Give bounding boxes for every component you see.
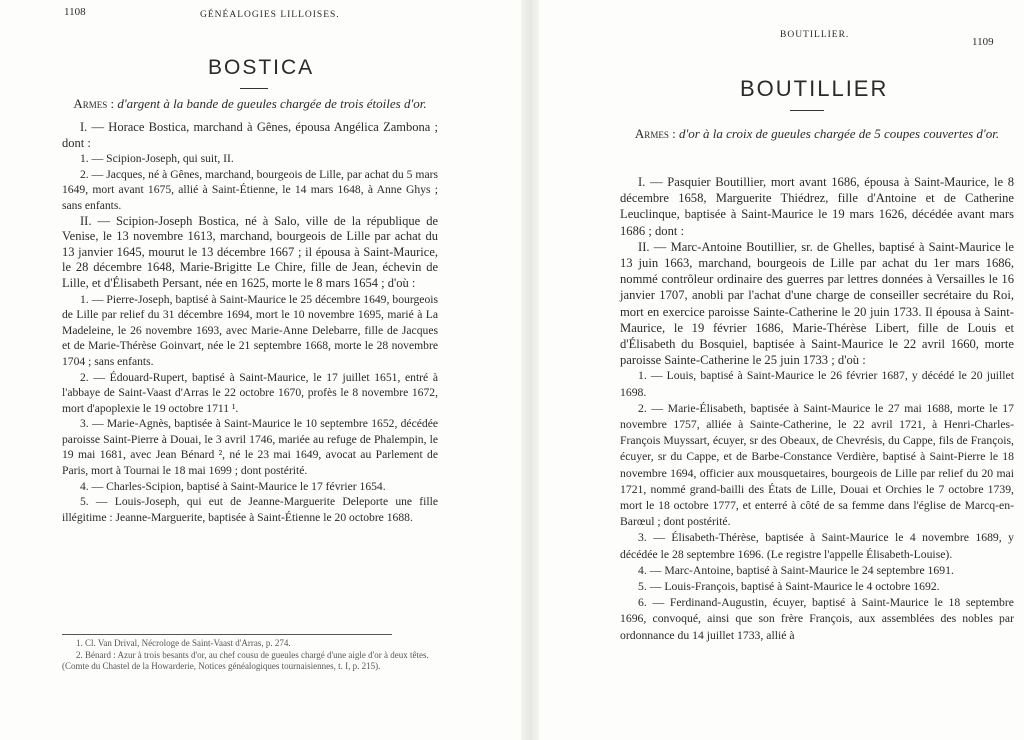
armes-boutillier: [620, 126, 1014, 142]
title-rule-left: [240, 88, 268, 89]
armes-text-right: d'or à la croix de gueules chargée de 5 coupes couvertes d'or.: [678, 126, 1000, 141]
entry-child: 6. — Ferdinand-Augustin, écuyer, baptisé à Saint-Maurice le 18 septembre 1696, convoqué, ainsi que son frère François, aux assemblées des nobles par ordonnance du 14 juillet 1733, allié à: [620, 596, 1014, 642]
entry-child: 2. — Marie-Élisabeth, baptisée à Saint-Maurice le 27 mai 1688, morte le 17 novembre 1757, alliée à Sainte-Catherine, le 22 avril 1721, à Henri-Charles-François Muyssart, écuyer, sr des Obeaux, de Chevrésis, du Cappe, fils de François, écuyer, sr du Cappe, et de Barbe-Constance Verdière, baptisé à Saint-Pierre le 18 novembre 1694, officier aux mousquetaires, bourgeois de Lille par relief du 20 mai 1721, nommé grand-bailli des États de Lille, Douai et Orchies le 7 octobre 1739, mort le 18 octobre 1777, et enterré à côté de sa femme dans l'église de Marcq-en-Barœul ; dont postérité.: [620, 401, 1014, 529]
armes-bostica: [62, 96, 438, 112]
entry-child: 1. — Pierre-Joseph, baptisé à Saint-Maurice le 25 décembre 1649, bourgeois de Lille par relief du 31 décembre 1694, mort le 10 novembre 1695, marié à La Madeleine, le 26 novembre 1693, avec Marie-Anne Delebarre, fille de Jacques et de Marie-Thérèse Goinvart, née le 21 septembre 1668, morte le 28 novembre 1704 ; sans enfants.: [62, 292, 438, 368]
section-title-bostica: BOSTICA: [208, 56, 315, 79]
book-gutter: [521, 0, 539, 740]
right-page: [540, 0, 1024, 740]
entry-generation: I. — Pasquier Boutillier, mort avant 1686, épousa à Saint-Maurice, le 8 décembre 1658, Marguerite Thiédrez, fille d'Antoine et de Catherine Leuclinque, baptisée à Saint-Maurice le 19 mars 1626, décédée avant mars 1686 ; dont :: [620, 175, 1014, 238]
entry-child: 1. — Scipion-Joseph, qui suit, II.: [80, 152, 234, 166]
title-rule-right: [790, 110, 824, 111]
section-title-boutillier: BOUTILLIER: [740, 76, 889, 101]
armes-lead-left: Armes :: [73, 96, 115, 111]
entry-child: 4. — Marc-Antoine, baptisé à Saint-Maurice le 24 septembre 1691.: [638, 563, 954, 577]
armes-lead-right: Armes :: [634, 126, 676, 141]
page-number-right: 1109: [972, 36, 994, 48]
entry-child: 5. — Louis-Joseph, qui eut de Jeanne-Marguerite Deleporte une fille illégitime : Jeanne-Marguerite, baptisée à Saint-Étienne le 20 octobre 1688.: [62, 495, 438, 524]
entry-generation: II. — Marc-Antoine Boutillier, sr. de Ghelles, baptisé à Saint-Maurice le 13 juin 1663, marchand, bourgeois de Lille par achat du 1er mars 1686, nommé contrôleur ordinaire des guerres par lettres données à Versailles le 16 janvier 1707, anobli par l'achat d'une charge de conseiller secrétaire du Roi, mort en exercice paroisse Sainte-Catherine le 20 juin 1733. Il épousa à Saint-Maurice, le 19 février 1686, Marie-Thérèse Libert, fille de Louis et d'Élisabeth du Bosquiel, baptisée à Saint-Maurice le 22 avril 1660, morte paroisse Sainte-Catherine le 25 juin 1733 ; d'où :: [620, 239, 1014, 368]
right-body: [620, 174, 1014, 644]
footnote-rule: [62, 634, 392, 635]
entry-generation: I. — Horace Bostica, marchand à Gênes, épousa Angélica Zambona ; dont :: [62, 120, 438, 150]
left-body: [62, 96, 438, 525]
page-number-left: 1108: [64, 6, 86, 18]
footnotes: [62, 638, 438, 673]
entry-child: 4. — Charles-Scipion, baptisé à Saint-Maurice le 17 février 1654.: [80, 479, 386, 493]
entry-child: 2. — Jacques, né à Gênes, marchand, bourgeois de Lille, par achat du 5 mars 1649, mort avant 1675, allié à Saint-Étienne, le 14 mars 1648, à Anne Ghys ; sans enfants.: [62, 167, 438, 212]
entry-child: 3. — Marie-Agnès, baptisée à Saint-Maurice le 10 septembre 1652, décédée paroisse Saint-Pierre à Douai, le 3 avril 1746, mariée au refuge de Phalempin, le 19 mai 1681, avec Jean Bénard ², né le 23 mai 1649, avocat au Parlement de Paris, mort à Tournai le 18 mai 1699 ; dont postérité.: [62, 417, 438, 478]
entry-generation: II. — Scipion-Joseph Bostica, né à Salo, ville de la république de Venise, le 13 novembre 1613, marchand, bourgeois de Lille par achat du 13 janvier 1645, mourut le 13 décembre 1667 ; il épousa à Saint-Maurice, le 28 décembre 1648, Marie-Brigitte Le Chire, fille de Jean, échevin de Lille, et d'Élisabeth Persant, née en 1625, morte le 8 mars 1654 ; d'où :: [62, 213, 438, 290]
entry-child: 1. — Louis, baptisé à Saint-Maurice le 26 février 1687, y décédé le 20 juillet 1698.: [620, 369, 1014, 399]
entry-child: 3. — Élisabeth-Thérèse, baptisée à Saint-Maurice le 4 novembre 1689, y décédée le 28 septembre 1696. (Le registre l'appelle Élisabeth-Louise).: [620, 531, 1014, 561]
footnote: 2. Bénard : Azur à trois besants d'or, au chef cousu de gueules chargé d'une aigle d'or à deux têtes. (Comte du Chastel de la Howarderie, Notices généalogiques tournaisiennes, t. I, p. 215).: [62, 649, 429, 671]
entry-child: 2. — Édouard-Rupert, baptisé à Saint-Maurice, le 17 juillet 1651, entré à l'abbaye de Saint-Vaast d'Arras le 22 octobre 1670, profès le 8 novembre 1672, mort d'apoplexie le 19 octobre 1711 ¹.: [62, 370, 438, 415]
running-head-left: GÉNÉALOGIES LILLOISES.: [200, 10, 340, 20]
armes-text-left: d'argent à la bande de gueules chargée de trois étoiles d'or.: [117, 96, 427, 111]
footnote: 1. Cl. Van Drival, Nécrologe de Saint-Vaast d'Arras, p. 274.: [76, 638, 291, 648]
entry-child: 5. — Louis-François, baptisé à Saint-Maurice le 4 octobre 1692.: [638, 580, 940, 594]
running-head-right: BOUTILLIER.: [780, 30, 850, 40]
